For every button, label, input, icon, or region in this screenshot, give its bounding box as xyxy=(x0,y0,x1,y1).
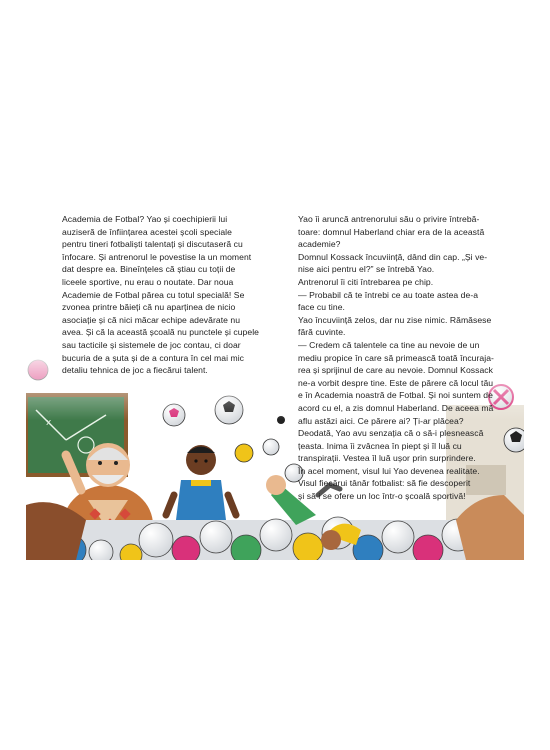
right-line: ne-a vorbit despre tine. Este de părere că locul tău xyxy=(298,377,494,388)
right-line: Visul fiecărui tânăr fotbalist: să fie descoperit xyxy=(298,478,471,489)
right-page-text xyxy=(298,213,510,503)
left-line: liceele sportive, nu erau o noutate. Dar noua xyxy=(62,276,234,287)
left-line: bucuria de a șuta și de a contura în cel mai mic xyxy=(62,352,245,363)
left-page-text xyxy=(62,213,267,377)
right-line: Yao îi aruncă antrenorului său o privire întrebă- xyxy=(298,214,480,224)
right-line: acord cu el, a zis domnul Haberland. De aceea mă xyxy=(298,402,494,413)
right-line: toare: domnul Haberland chiar era de la această xyxy=(298,226,485,237)
left-line: pentru tineri fotbaliști talentați și discutaseră cu xyxy=(62,239,243,250)
right-line: e în Academia noastră de Fotbal. Și noi suntem de xyxy=(298,390,493,401)
left-line: avea. Și că la această școală nu punctele și cupele xyxy=(62,327,259,338)
right-line: — Credem că talentele ca tine au nevoie de un xyxy=(298,339,480,350)
left-line: zvonea printre băieți că nu aparținea de nicio xyxy=(62,302,236,313)
right-line: Antrenorul îi citi întrebarea pe chip. xyxy=(298,276,434,287)
right-line: țeasta. Inima îi zvâcnea în piept și îl luă cu xyxy=(298,440,462,451)
left-line: înfocare. Și antrenorul le povestise la un moment xyxy=(62,251,252,262)
right-line: fără cuvinte. xyxy=(298,327,346,338)
right-line: face cu tine. xyxy=(298,302,345,313)
left-line: auziseră de înființarea acestei școli speciale xyxy=(62,226,232,237)
right-line: transpirații. Vestea îl luă ușor prin surprindere. xyxy=(298,453,476,464)
left-line: detaliu tehnica de joc a fiecărui talent. xyxy=(62,365,208,376)
left-line: asociație și că nici măcar echipe adevărate nu xyxy=(62,314,241,325)
left-line: Academia de Fotbal? Yao și coechipierii lui xyxy=(62,214,228,224)
right-line: — Probabil că te întrebi ce au toate astea de-a xyxy=(298,289,479,300)
right-line: aflu astăzi aici. Ce părere ai? Ți-ar plăcea? xyxy=(298,415,464,426)
right-line: În acel moment, visul lui Yao devenea realitate. xyxy=(298,465,480,476)
left-line: Academie de Fotbal părea cu totul specială! Se xyxy=(62,289,245,300)
left-line: sau tacticile și sistemele de joc contau, ci doar xyxy=(62,339,241,350)
right-line: academie? xyxy=(298,239,341,250)
left-line: dat despre ea. Bineînțeles că știau cu toții de xyxy=(62,264,236,275)
right-line: și să i se ofere un loc într-o școală sportivă! xyxy=(298,491,466,502)
right-line: Domnul Kossack încuviință, dând din cap. „Și ve- xyxy=(298,251,488,262)
right-line: mediu propice în care să primească toată încuraja- xyxy=(298,352,494,363)
right-line: Deodată, Yao avu senzația că o să-i plesnească xyxy=(298,428,484,439)
right-line: nise aici pentru el?” se întrebă Yao. xyxy=(298,264,435,275)
right-line: rea și sprijinul de care au nevoie. Domnul Kossack xyxy=(298,365,493,376)
right-line: Yao încuviință zelos, dar nu zise nimic. Rămăsese xyxy=(298,314,492,325)
